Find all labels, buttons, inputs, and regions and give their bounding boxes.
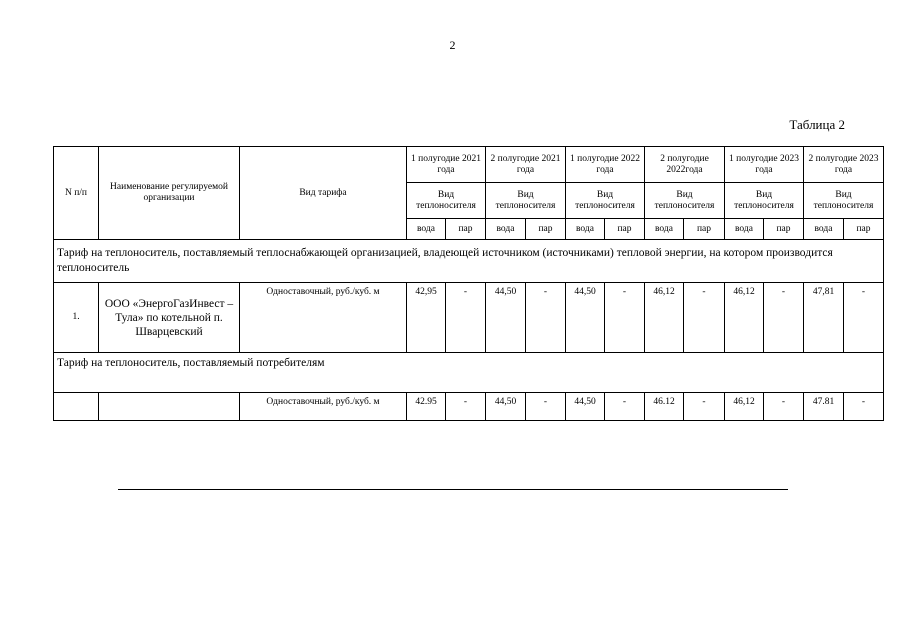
header-water: вода xyxy=(566,219,605,240)
value-cell: - xyxy=(684,283,725,353)
header-period: 2 полугодие 2023 года xyxy=(804,147,884,183)
header-period: 1 полугодие 2023 года xyxy=(725,147,804,183)
value-cell: 47.81 xyxy=(804,393,844,421)
value-cell: 42.95 xyxy=(407,393,446,421)
value-cell: - xyxy=(844,393,884,421)
org-name xyxy=(99,393,240,421)
value-cell: - xyxy=(605,283,645,353)
table-row xyxy=(54,283,884,353)
value-cell: 44,50 xyxy=(486,393,526,421)
header-steam: пар xyxy=(526,219,566,240)
header-steam: пар xyxy=(844,219,884,240)
header-carrier: Вид теплоносителя xyxy=(645,183,725,219)
header-water: вода xyxy=(645,219,684,240)
value-cell: - xyxy=(764,393,804,421)
tariff-type: Одноставочный, руб./куб. м xyxy=(240,393,407,421)
header-steam: пар xyxy=(446,219,486,240)
value-cell: 46,12 xyxy=(645,283,684,353)
value-cell: 47,81 xyxy=(804,283,844,353)
value-cell: - xyxy=(446,283,486,353)
table-row xyxy=(54,393,884,421)
header-carrier: Вид теплоносителя xyxy=(407,183,486,219)
header-carrier: Вид теплоносителя xyxy=(725,183,804,219)
header-water: вода xyxy=(725,219,764,240)
table-caption: Таблица 2 xyxy=(789,117,845,132)
value-cell: - xyxy=(446,393,486,421)
section-title: Тариф на теплоноситель, поставляемый теплоснабжающей организацией, владеющей источником (источниками) тепловой энергии, на котором производится теплоноситель xyxy=(54,240,884,283)
row-number xyxy=(54,393,99,421)
value-cell: 46.12 xyxy=(645,393,684,421)
header-org: Наименование регулируемой организации xyxy=(99,147,240,240)
header-carrier: Вид теплоносителя xyxy=(486,183,566,219)
header-period: 1 полугодие 2021 года xyxy=(407,147,486,183)
value-cell: 42,95 xyxy=(407,283,446,353)
value-cell: 46,12 xyxy=(725,393,764,421)
section-title-row xyxy=(54,353,884,393)
tariff-table xyxy=(53,146,884,421)
row-number: 1. xyxy=(54,283,99,353)
header-steam: пар xyxy=(764,219,804,240)
header-period: 1 полугодие 2022 года xyxy=(566,147,645,183)
org-name: ООО «ЭнергоГазИнвест – Тула» по котельной п. Шварцевский xyxy=(99,283,240,353)
value-cell: - xyxy=(684,393,725,421)
header-steam: пар xyxy=(684,219,725,240)
value-cell: 44,50 xyxy=(566,283,605,353)
header-period: 2 полугодие 2022года xyxy=(645,147,725,183)
header-water: вода xyxy=(804,219,844,240)
header-tariff-type: Вид тарифа xyxy=(240,147,407,240)
header-carrier: Вид теплоносителя xyxy=(566,183,645,219)
value-cell: 44,50 xyxy=(566,393,605,421)
page-number: 2 xyxy=(449,38,456,52)
value-cell: - xyxy=(526,283,566,353)
section-title-row xyxy=(54,240,884,283)
tariff-type: Одноставочный, руб./куб. м xyxy=(240,283,407,353)
section-title: Тариф на теплоноситель, поставляемый потребителям xyxy=(54,353,884,393)
header-num: N п/п xyxy=(54,147,99,240)
footer-divider xyxy=(118,489,788,490)
value-cell: - xyxy=(605,393,645,421)
header-carrier: Вид теплоносителя xyxy=(804,183,884,219)
header-steam: пар xyxy=(605,219,645,240)
value-cell: - xyxy=(526,393,566,421)
header-period: 2 полугодие 2021 года xyxy=(486,147,566,183)
header-water: вода xyxy=(407,219,446,240)
header-water: вода xyxy=(486,219,526,240)
header-row-periods xyxy=(54,147,884,183)
value-cell: 46,12 xyxy=(725,283,764,353)
value-cell: - xyxy=(764,283,804,353)
value-cell: 44,50 xyxy=(486,283,526,353)
value-cell: - xyxy=(844,283,884,353)
